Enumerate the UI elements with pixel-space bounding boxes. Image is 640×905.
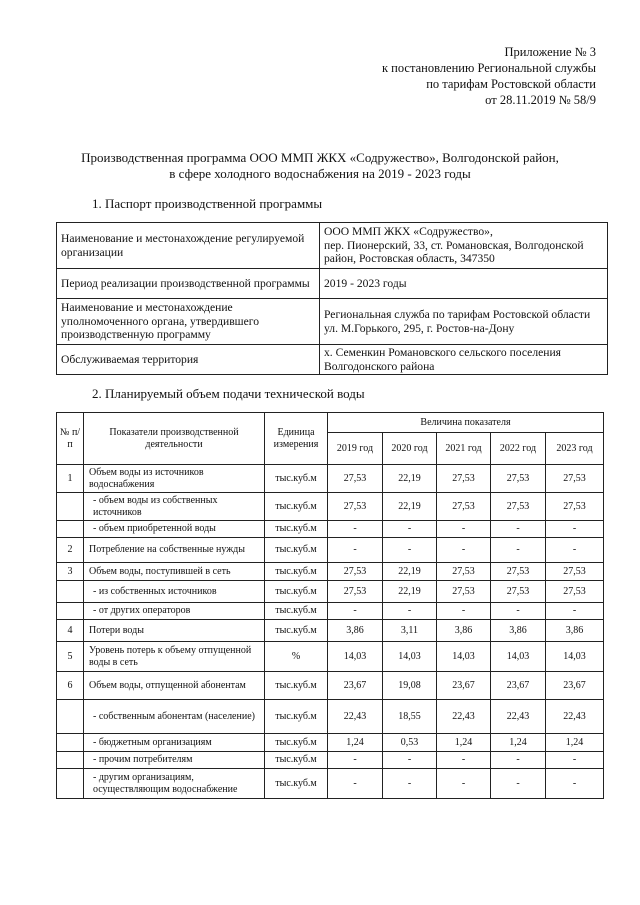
row-indicator: - прочим потребителям [84,752,265,769]
row-unit: тыс.куб.м [265,521,328,538]
row-indicator: - бюджетным организациям [84,734,265,752]
row-value: - [491,603,546,620]
row-value: 27,53 [437,581,491,603]
row-unit: тыс.куб.м [265,538,328,563]
row-value: 22,43 [328,700,383,734]
row-value: 0,53 [383,734,437,752]
row-indicator: Объем воды из источников водоснабжения [84,465,265,493]
row-value: 22,19 [383,563,437,581]
row-value: 14,03 [328,642,383,672]
row-unit: тыс.куб.м [265,603,328,620]
row-indicator: - другим организациям, осуществляющим водоснабжение [84,769,265,799]
row-value: 27,53 [491,563,546,581]
row-value: 22,19 [383,465,437,493]
row-value: 3,86 [437,620,491,642]
row-unit: тыс.куб.м [265,672,328,700]
passport-value-line: ул. М.Горького, 295, г. Ростов-на-Дону [324,321,515,335]
row-unit: тыс.куб.м [265,734,328,752]
table-row [57,465,604,493]
row-num: 5 [57,642,84,672]
row-value: 27,53 [546,493,604,521]
table-row [57,563,604,581]
row-unit: тыс.куб.м [265,620,328,642]
passport-row [57,269,608,299]
row-value: 14,03 [383,642,437,672]
table-row [57,538,604,563]
table-row [57,642,604,672]
passport-row [57,299,608,345]
table-row [57,581,604,603]
row-value: - [437,769,491,799]
passport-value [320,299,608,345]
passport-value [320,223,608,269]
row-unit: тыс.куб.м [265,700,328,734]
row-value: - [546,603,604,620]
passport-table [56,222,608,375]
appendix-header [382,44,596,108]
row-value: - [491,769,546,799]
header-row [57,413,604,433]
row-value: 22,43 [437,700,491,734]
row-num [57,521,84,538]
row-value: - [328,521,383,538]
row-value: 1,24 [546,734,604,752]
passport-label: Наименование и местонахождение регулируемой организации [57,223,320,269]
header-indicator: Показатели производственной деятельности [84,413,265,465]
row-value: - [437,603,491,620]
row-value: 14,03 [491,642,546,672]
row-value: 3,86 [328,620,383,642]
section-2-heading: 2. Планируемый объем подачи технической воды [92,386,365,401]
row-value: 1,24 [328,734,383,752]
row-indicator: - собственным абонентам (население) [84,700,265,734]
row-indicator: Уровень потерь к объему отпущенной воды в сеть [84,642,265,672]
table-row [57,769,604,799]
table-row [57,493,604,521]
row-num [57,734,84,752]
row-value: 27,53 [546,465,604,493]
table-row [57,700,604,734]
row-value: - [383,538,437,563]
row-value: - [328,538,383,563]
row-unit: тыс.куб.м [265,581,328,603]
passport-label: Наименование и местонахождение уполномоченного органа, утвердившего производственную программу [57,299,320,345]
row-num: 3 [57,563,84,581]
passport-value-line: Региональная служба по тарифам Ростовской области [324,308,591,321]
row-value: 14,03 [437,642,491,672]
header-year: 2019 год [328,433,383,465]
header-year: 2021 год [437,433,491,465]
row-value: - [328,603,383,620]
row-value: - [328,752,383,769]
table-row [57,603,604,620]
row-value: 27,53 [328,493,383,521]
row-value: 23,67 [491,672,546,700]
row-value: - [437,538,491,563]
table-row [57,672,604,700]
row-value: 27,53 [491,493,546,521]
row-value: - [546,769,604,799]
row-num: 1 [57,465,84,493]
passport-value-line: пер. Пионерский, 33, ст. Романовская, Волгодонской район, Ростовская область, 347350 [324,238,584,266]
passport-value-line: ООО ММП ЖКХ «Содружество», [324,225,493,239]
row-value: 19,08 [383,672,437,700]
row-unit: тыс.куб.м [265,465,328,493]
section-1-heading: 1. Паспорт производственной программы [92,196,323,211]
row-value: - [383,769,437,799]
row-value: - [383,521,437,538]
row-value: 3,86 [546,620,604,642]
row-value: 27,53 [437,465,491,493]
row-value: - [546,752,604,769]
row-value: 22,19 [383,493,437,521]
row-value: 27,53 [328,563,383,581]
header-unit: Единица измерения [265,413,328,465]
row-value: 22,43 [491,700,546,734]
table-row [57,521,604,538]
passport-label: Период реализации производственной программы [57,269,320,299]
row-indicator: - от других операторов [84,603,265,620]
row-indicator: Потери воды [84,620,265,642]
row-value: - [491,538,546,563]
row-value: 23,67 [328,672,383,700]
row-unit: тыс.куб.м [265,563,328,581]
row-num [57,603,84,620]
row-num [57,493,84,521]
row-value: - [383,752,437,769]
header-year: 2020 год [383,433,437,465]
row-value: 27,53 [328,581,383,603]
passport-value: 2019 - 2023 годы [320,269,608,299]
passport-row [57,345,608,375]
row-value: - [383,603,437,620]
title-line-1: Производственная программа ООО ММП ЖКХ «Содружество», Волгодонской район, [81,150,559,165]
row-unit: тыс.куб.м [265,752,328,769]
appendix-line-4: от 28.11.2019 № 58/9 [485,93,596,107]
row-indicator: Объем воды, отпущенной абонентам [84,672,265,700]
row-value: 14,03 [546,642,604,672]
passport-value-line: х. Семенкин Романовского сельского поселения [324,346,561,359]
passport-value [320,345,608,375]
row-value: - [328,769,383,799]
water-volume-table [56,412,604,799]
title-line-2: в сфере холодного водоснабжения на 2019 - 2023 годы [169,166,471,181]
row-indicator: Объем воды, поступившей в сеть [84,563,265,581]
row-unit: % [265,642,328,672]
header-num: № п/п [57,413,84,465]
header-year: 2023 год [546,433,604,465]
row-indicator: Потребление на собственные нужды [84,538,265,563]
row-value: - [491,752,546,769]
row-num: 2 [57,538,84,563]
table-row [57,752,604,769]
row-num [57,752,84,769]
row-value: 22,43 [546,700,604,734]
row-num: 6 [57,672,84,700]
row-value: 27,53 [491,581,546,603]
row-unit: тыс.куб.м [265,769,328,799]
row-num [57,581,84,603]
header-year: 2022 год [491,433,546,465]
row-value: 27,53 [328,465,383,493]
row-indicator: - объем воды из собственных источников [84,493,265,521]
row-value: 3,86 [491,620,546,642]
row-value: 22,19 [383,581,437,603]
row-value: 18,55 [383,700,437,734]
table-row [57,734,604,752]
row-value: - [546,521,604,538]
appendix-line-2: к постановлению Региональной службы [381,61,596,75]
row-unit: тыс.куб.м [265,493,328,521]
row-value: 27,53 [546,581,604,603]
row-value: 1,24 [437,734,491,752]
header-value-group: Величина показателя [328,413,604,433]
row-value: 27,53 [491,465,546,493]
row-num [57,769,84,799]
row-value: 27,53 [437,493,491,521]
table-row [57,620,604,642]
row-num [57,700,84,734]
row-value: - [546,538,604,563]
row-num: 4 [57,620,84,642]
appendix-line-3: по тарифам Ростовской области [426,77,596,91]
row-indicator: - объем приобретенной воды [84,521,265,538]
row-indicator: - из собственных источников [84,581,265,603]
row-value: 27,53 [437,563,491,581]
row-value: - [437,521,491,538]
row-value: 27,53 [546,563,604,581]
passport-value-line: Волгодонского района [324,359,435,373]
row-value: 1,24 [491,734,546,752]
document-title [40,150,600,182]
appendix-line-1: Приложение № 3 [504,45,596,59]
row-value: 23,67 [437,672,491,700]
row-value: 23,67 [546,672,604,700]
passport-label: Обслуживаемая территория [57,345,320,375]
row-value: - [491,521,546,538]
passport-row [57,223,608,269]
row-value: - [437,752,491,769]
row-value: 3,11 [383,620,437,642]
